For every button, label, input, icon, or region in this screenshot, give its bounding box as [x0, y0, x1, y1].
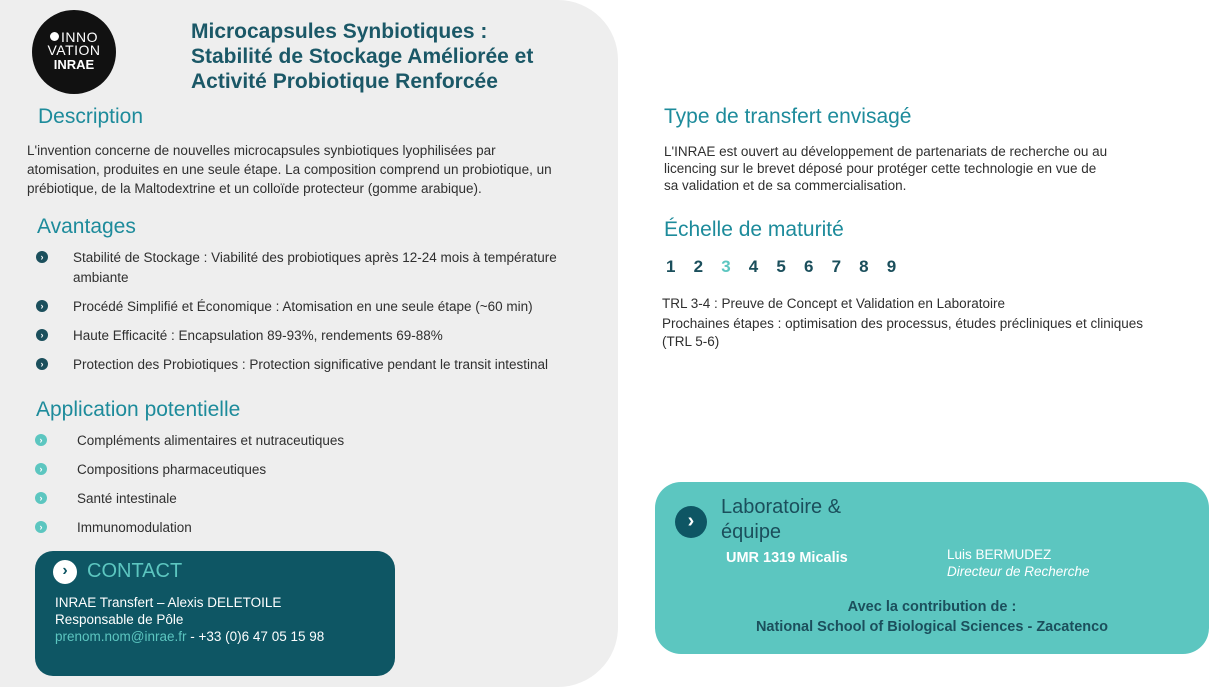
trl-level-8: 8	[859, 257, 869, 276]
application-item	[35, 460, 266, 480]
avantages-heading: Avantages	[37, 215, 136, 238]
contribution-institution: National School of Biological Sciences - Zacatenco	[755, 619, 1109, 635]
application-item	[35, 489, 177, 509]
application-item	[35, 518, 192, 538]
logo-line-3: INRAE	[53, 57, 95, 72]
chevron-right-icon: ›	[35, 434, 47, 446]
chevron-right-icon: ›	[675, 506, 707, 538]
researcher-name: Luis BERMUDEZ	[947, 547, 1052, 562]
chevron-right-icon: ›	[35, 463, 47, 475]
avantage-item-2: Procédé Simplifié et Économique : Atomisation en une seule étape (~60 min)	[73, 299, 533, 314]
trl-level-5: 5	[776, 257, 786, 276]
avantage-item	[36, 297, 533, 317]
trl-level-4: 4	[748, 257, 759, 276]
trl-level-6: 6	[803, 257, 814, 276]
play-dot-icon	[50, 32, 59, 41]
contact-phone: - +33 (0)6 47 05 15 98	[186, 629, 325, 644]
application-item-2: Compositions pharmaceutiques	[77, 462, 267, 477]
chevron-right-icon: ›	[36, 329, 48, 341]
logo-line-2: VATION	[47, 42, 101, 58]
trl-level-2: 2	[693, 257, 704, 276]
next-steps-line-1: Prochaines étapes : optimisation des processus, études précliniques et cliniques	[662, 316, 1144, 331]
description-line-3: prébiotique, de la Maltodextrine et un colloïde protecteur (gomme arabique).	[27, 181, 482, 196]
contact-role: Responsable de Pôle	[55, 612, 184, 627]
trl-level-9: 9	[886, 257, 897, 276]
next-steps-line-2: (TRL 5-6)	[662, 334, 720, 349]
avantage-item	[36, 355, 548, 375]
trl-line: TRL 3-4 : Preuve de Concept et Validation en Laboratoire	[662, 296, 1005, 311]
transfert-line-1: L'INRAE est ouvert au développement de partenariats de recherche ou au	[664, 144, 1108, 159]
researcher-role: Directeur de Recherche	[947, 564, 1090, 579]
page-title	[191, 19, 611, 94]
maturite-text	[662, 295, 1143, 351]
description-line-1: L'invention concerne de nouvelles microcapsules synbiotiques lyophilisées par	[27, 143, 496, 158]
contact-heading: CONTACT	[87, 560, 183, 582]
contact-email-link[interactable]: prenom.nom@inrae.fr	[55, 629, 187, 644]
chevron-right-icon: ›	[35, 492, 47, 504]
contact-name: INRAE Transfert – Alexis DELETOILE	[55, 595, 282, 610]
contact-card	[35, 551, 395, 676]
trl-level-1: 1	[666, 257, 676, 276]
chevron-right-icon: ›	[35, 521, 47, 533]
description-heading: Description	[38, 105, 144, 128]
title-line-2: Stabilité de Stockage Améliorée et	[191, 45, 534, 68]
avantage-item	[36, 326, 443, 346]
contribution-label: Avec la contribution de :	[847, 599, 1017, 615]
description-line-2: atomisation, produites en une seule étape. La composition comprend un probiotique, un	[27, 162, 552, 177]
transfert-text	[664, 143, 1107, 194]
title-line-3: Activité Probiotique Renforcée	[191, 70, 498, 93]
transfert-heading: Type de transfert envisagé	[664, 105, 912, 128]
logo-line-1: INNO	[61, 29, 98, 45]
umr-label: UMR 1319 Micalis	[726, 550, 848, 566]
trl-level-3-active: 3	[721, 257, 731, 276]
avantage-item-4: Protection des Probiotiques : Protection significative pendant le transit intestinal	[73, 357, 549, 372]
application-item-1: Compléments alimentaires et nutraceutiques	[77, 433, 345, 448]
avantage-item-1-line-1: Stabilité de Stockage : Viabilité des probiotiques après 12-24 mois à température	[73, 250, 557, 265]
application-item-3: Santé intestinale	[77, 491, 177, 506]
chevron-right-icon: ›	[36, 251, 48, 263]
transfert-line-3: sa validation et de sa commercialisation.	[664, 178, 907, 193]
avantage-item-3: Haute Efficacité : Encapsulation 89-93%, rendements 69-88%	[73, 328, 443, 343]
laboratoire-heading: Laboratoire & équipe	[721, 496, 842, 543]
trl-scale	[666, 257, 914, 277]
description-text	[27, 141, 552, 198]
maturite-heading: Échelle de maturité	[664, 218, 844, 241]
chevron-right-icon: ›	[36, 300, 48, 312]
application-item	[35, 431, 344, 451]
application-item-4: Immunomodulation	[77, 520, 192, 535]
chevron-right-icon: ›	[53, 560, 77, 584]
transfert-line-2: licencing sur le brevet déposé pour protéger cette technologie en vue de	[664, 161, 1097, 176]
inrae-innovation-logo	[32, 10, 116, 94]
laboratoire-card	[655, 482, 1209, 654]
avantage-item	[36, 248, 557, 288]
trl-level-7: 7	[831, 257, 842, 276]
title-line-1: Microcapsules Synbiotiques :	[191, 20, 488, 43]
application-heading: Application potentielle	[36, 398, 241, 421]
avantage-item-1-line-2: ambiante	[73, 270, 129, 285]
chevron-right-icon: ›	[36, 358, 48, 370]
